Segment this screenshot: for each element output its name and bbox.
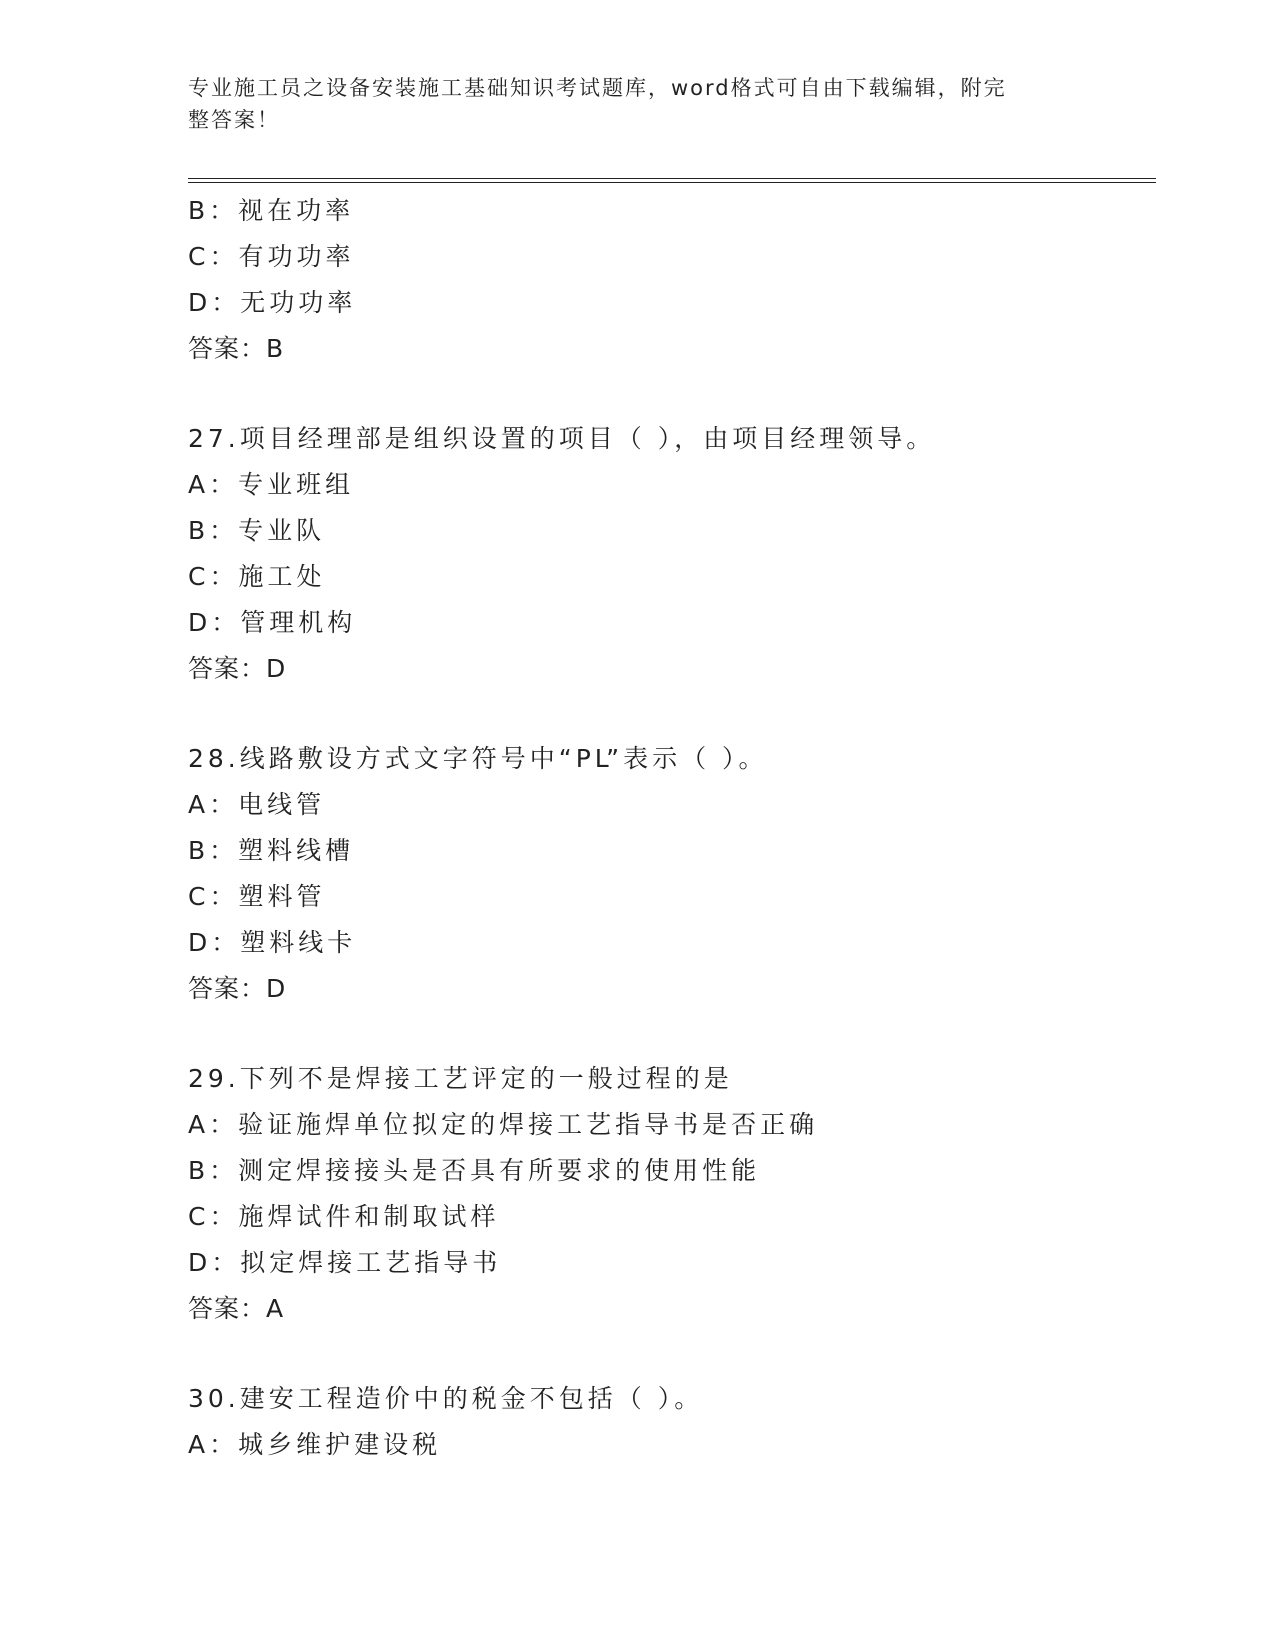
option-d: D：管理机构 [188, 608, 357, 637]
option-a: A：验证施焊单位拟定的焊接工艺指导书是否正确 [188, 1110, 819, 1139]
option-b: B：塑料线槽 [188, 836, 355, 865]
question-text: 28.线路敷设方式文字符号中“PL”表示（ ）。 [188, 744, 768, 773]
question-text: 30.建安工程造价中的税金不包括（ ）。 [188, 1384, 704, 1413]
question-30 [188, 1376, 1148, 1468]
option-a: A：城乡维护建设税 [188, 1430, 442, 1459]
question-list [188, 188, 1148, 1468]
option-d: D：塑料线卡 [188, 928, 357, 957]
question-28 [188, 736, 1148, 1012]
question-29 [188, 1056, 1148, 1332]
option-c: C：塑料管 [188, 882, 326, 911]
option-b: B：专业队 [188, 516, 326, 545]
question-27 [188, 416, 1148, 692]
header-line-1: 专业施工员之设备安装施工基础知识考试题库，word格式可自由下载编辑，附完 [188, 76, 1007, 100]
option-d: D：无功功率 [188, 288, 357, 317]
answer: 答案：A [188, 1294, 285, 1323]
answer: 答案：D [188, 654, 287, 683]
header-divider-bottom [188, 182, 1156, 183]
document-header [188, 72, 1088, 136]
answer: 答案：B [188, 334, 285, 363]
option-b: B：视在功率 [188, 196, 355, 225]
option-d: D：拟定焊接工艺指导书 [188, 1248, 502, 1277]
option-b: B：测定焊接接头是否具有所要求的使用性能 [188, 1156, 761, 1185]
question-26-partial [188, 188, 1148, 372]
option-c: C：有功功率 [188, 242, 355, 271]
header-line-2: 整答案！ [188, 108, 280, 132]
option-c: C：施工处 [188, 562, 326, 591]
header-divider-top [188, 178, 1156, 179]
option-a: A：专业班组 [188, 470, 355, 499]
question-text: 27.项目经理部是组织设置的项目（ ），由项目经理领导。 [188, 424, 936, 453]
question-text: 29.下列不是焊接工艺评定的一般过程的是 [188, 1064, 733, 1093]
answer: 答案：D [188, 974, 287, 1003]
option-a: A：电线管 [188, 790, 326, 819]
option-c: C：施焊试件和制取试样 [188, 1202, 500, 1231]
